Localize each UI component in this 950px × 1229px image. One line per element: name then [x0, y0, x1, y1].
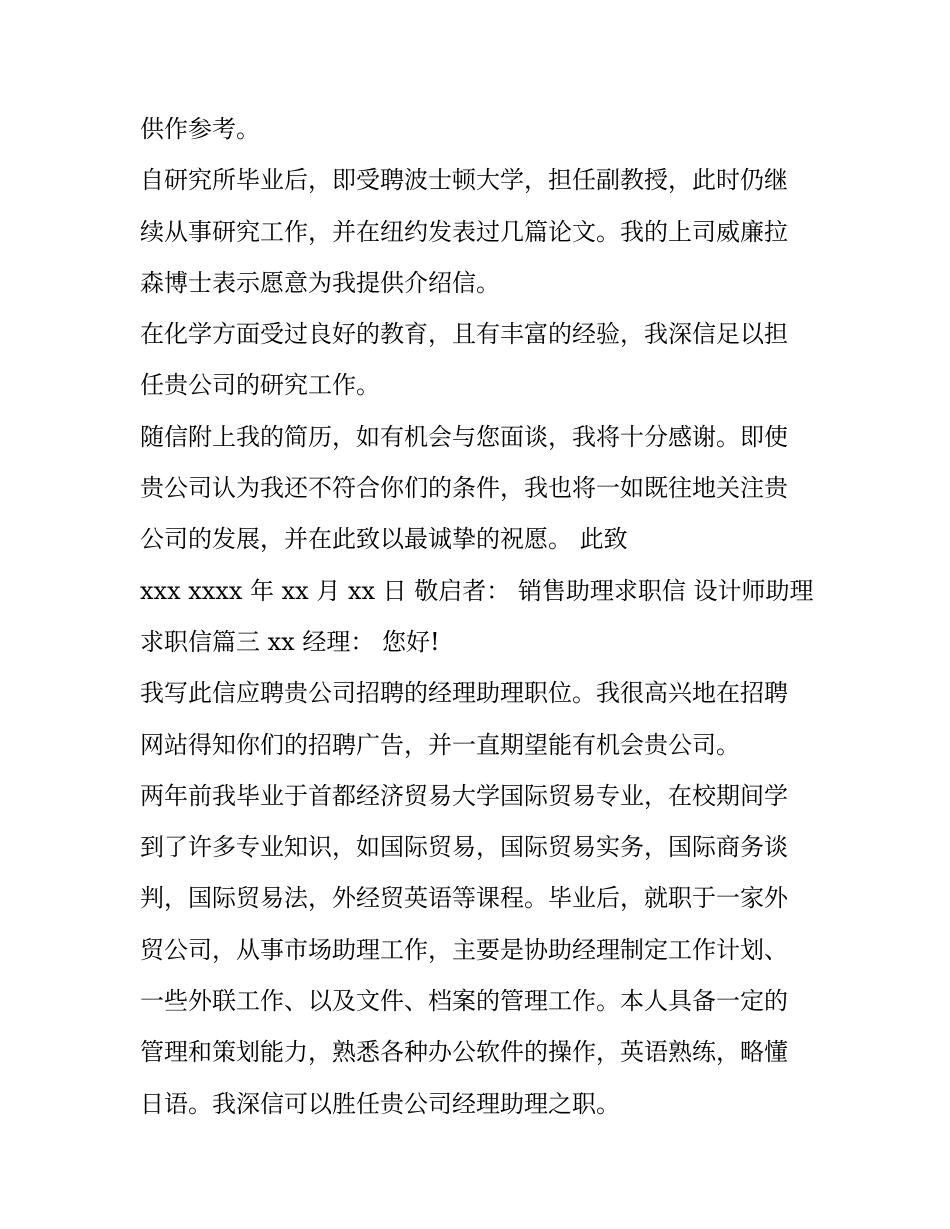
text-line: 我写此信应聘贵公司招聘的经理助理职位。我很高兴地在招聘 — [140, 679, 788, 708]
text-line: 日语。我深信可以胜任贵公司经理助理之职。 — [140, 1089, 620, 1118]
text-line: 任贵公司的研究工作。 — [140, 371, 380, 400]
text-line: 公司的发展，并在此致以最诚挚的祝愿。 此致 — [140, 525, 628, 554]
text-line: 自研究所毕业后，即受聘波士顿大学，担任副教授，此时仍继 — [140, 166, 788, 195]
text-line: 两年前我毕业于首都经济贸易大学国际贸易专业，在校期间学 — [140, 781, 788, 810]
text-line: 续从事研究工作，并在纽约发表过几篇论文。我的上司威廉拉 — [140, 217, 788, 246]
text-line: 到了许多专业知识，如国际贸易，国际贸易实务，国际商务谈 — [140, 833, 788, 862]
text-line: xxx xxxx 年 xx 月 xx 日 敬启者： 销售助理求职信 设计师助理 — [140, 576, 814, 605]
text-line: 一些外联工作、以及文件、档案的管理工作。本人具备一定的 — [140, 987, 788, 1016]
text-line: 在化学方面受过良好的教育，且有丰富的经验，我深信足以担 — [140, 320, 788, 349]
text-line: 网站得知你们的招聘广告，并一直期望能有机会贵公司。 — [140, 730, 740, 759]
text-line: 贸公司，从事市场助理工作，主要是协助经理制定工作计划、 — [140, 935, 788, 964]
text-line: 随信附上我的简历，如有机会与您面谈，我将十分感谢。即使 — [140, 422, 788, 451]
text-line: 求职信篇三 xx 经理： 您好! — [140, 627, 440, 656]
text-line: 供作参考。 — [140, 115, 260, 143]
text-line: 判，国际贸易法，外经贸英语等课程。毕业后，就职于一家外 — [140, 884, 788, 913]
text-line: 森博士表示愿意为我提供介绍信。 — [140, 268, 500, 297]
document-body — [140, 104, 816, 1130]
text-line: 管理和策划能力，熟悉各种办公软件的操作，英语熟练，略懂 — [140, 1038, 788, 1067]
text-line: 贵公司认为我还不符合你们的条件，我也将一如既往地关注贵 — [140, 474, 788, 503]
